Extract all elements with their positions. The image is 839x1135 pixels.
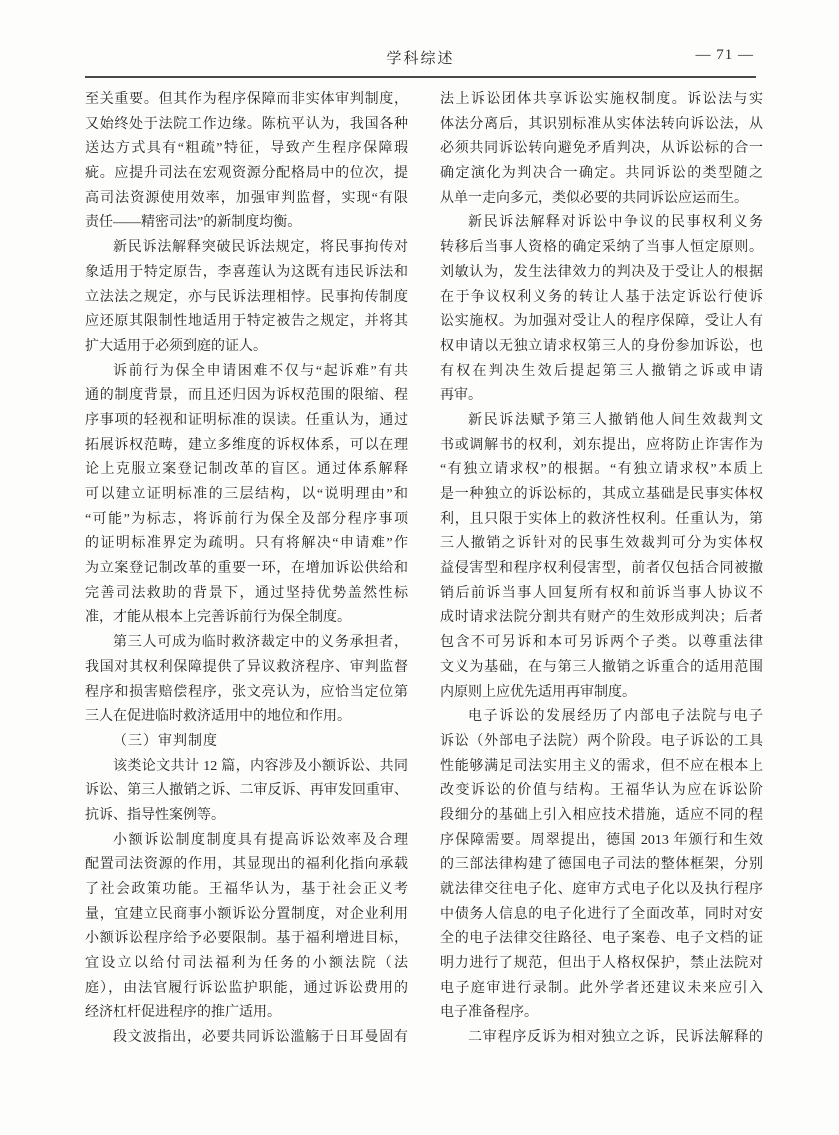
text-line: 可以建立证明标准的三层结构，以“说明理由”和 <box>85 487 408 502</box>
text-line: 内原则上应优先适用再审制度。 <box>440 684 636 700</box>
text-line: 三人撤销之诉针对的民事生效裁判可分为实体权 <box>440 536 763 552</box>
text-line: 段细分的基础上引入相应技术措施，适应不同的程 <box>440 807 763 823</box>
text-line: 中债务人信息的电子化进行了全面改革，同时对安 <box>440 906 763 922</box>
text-line: 在于争议权利义务的转让人基于法定诉讼行使诉 <box>440 289 763 305</box>
text-line: 从单一走向多元，类似必要的共同诉讼应运而生。 <box>440 190 748 206</box>
text-line: 了社会政策功能。王福华认为，基于社会正义考 <box>85 882 408 897</box>
paragraph <box>85 360 408 632</box>
text-line: 法上诉讼团体共享诉讼实施权制度。诉讼法与实 <box>440 92 763 107</box>
text-line: 诉讼、第三人撤销之诉、二审反诉、再审发回重审、 <box>85 783 408 799</box>
text-line: 段文波指出，必要共同诉讼滥觞于日耳曼固有 <box>113 1030 408 1046</box>
paragraph <box>440 705 763 1026</box>
text-line: 三人在促进临时救济适用中的地位和作用。 <box>85 709 351 725</box>
text-line: 高司法资源使用效率，加强审判监督，实现“有限 <box>85 190 408 206</box>
running-head-title: 学科综述 <box>386 51 455 67</box>
text-line: 必须共同诉讼转向避免矛盾判决，从诉讼标的合一 <box>440 141 763 157</box>
text-line: 刘敏认为，发生法律效力的判决及于受让人的根据 <box>440 264 763 280</box>
left-text-column <box>85 88 408 1051</box>
paragraph <box>85 755 408 829</box>
text-line: 诉讼（外部电子法院）两个阶段。电子诉讼的工具 <box>440 733 763 749</box>
text-line: 拓展诉权范畴，建立多维度的诉权体系，可以在理 <box>85 437 408 453</box>
text-line: 程序和损害赔偿程序，张文亮认为，应恰当定位第 <box>85 684 408 700</box>
text-line: 宜设立以给付司法福利为任务的小额法院（法 <box>85 956 408 972</box>
header-rule <box>85 76 756 78</box>
text-line: 再审。 <box>440 388 482 404</box>
page-number: — 71 — <box>695 47 754 63</box>
text-line: 书或调解书的权利，刘东提出，应将防止诈害作为 <box>440 437 763 453</box>
text-line: 是一种独立的诉讼标的，其成立基础是民事实体权 <box>440 487 763 502</box>
text-line: 明力进行了规范，但出于人格权保护，禁止法院对 <box>440 956 763 972</box>
text-line: 诉前行为保全申请困难不仅与“起诉难”有共 <box>113 363 408 379</box>
paragraph <box>85 1026 408 1051</box>
text-line: 疵。应提升司法在宏观资源分配格局中的位次，提 <box>85 166 408 182</box>
text-line: 确定演化为判决合一确定。共同诉讼的类型随之 <box>440 166 763 182</box>
text-line: “有独立请求权”的根据。“有独立请求权”本质上 <box>440 462 763 478</box>
text-line: 序保障需要。周翠提出，德国 2013 年颁行和生效 <box>440 832 763 848</box>
text-line: 第三人可成为临时救济裁定中的义务承担者， <box>113 635 408 651</box>
text-line: 小额诉讼制度制度具有提高诉讼效率及合理 <box>113 832 408 848</box>
text-line: 经济杠杆促进程序的推广适用。 <box>85 1005 281 1021</box>
text-line: 准，才能从根本上完善诉前行为保全制度。 <box>85 610 351 626</box>
text-line: 象适用于特定原告，李喜莲认为这既有违民诉法和 <box>85 264 408 280</box>
text-line: 成时请求法院分割共有财产的生效形成判决；后者 <box>440 610 763 626</box>
text-line: 包含不可另诉和本可另诉两个子类。以尊重法律 <box>440 635 763 651</box>
text-line: 性能够满足司法实用主义的需求，但不应在根本上 <box>440 758 763 774</box>
text-line: 序事项的轻视和证明标准的误读。任重认为，通过 <box>85 412 408 428</box>
text-line: 全的电子法律交往路径、电子案卷、电子文档的证 <box>440 931 763 947</box>
text-line: 新民诉法解释突破民诉法规定，将民事拘传对 <box>113 240 408 256</box>
text-line: 小额诉讼程序给予必要限制。基于福利增进目标， <box>85 931 408 947</box>
text-line: 的三部法律构建了德国电子司法的整体框架，分别 <box>440 857 763 873</box>
text-line: 电子庭审进行录制。此外学者还建议未来应引入 <box>440 980 763 996</box>
text-line: 二审程序反诉为相对独立之诉，民诉法解释的 <box>468 1030 763 1046</box>
right-text-column <box>440 88 763 1051</box>
paragraph <box>85 631 408 730</box>
text-line: 利，且只限于实体上的救济性权利。任重认为，第 <box>440 511 763 527</box>
text-line: 新民诉法赋予第三人撤销他人间生效裁判文 <box>468 412 763 428</box>
paragraph <box>85 236 408 359</box>
text-line: “可能”为标志，将诉前行为保全及部分程序事项 <box>85 511 408 527</box>
text-line: 通的制度背景，而且还归因为诉权范围的限缩、程 <box>85 388 408 404</box>
text-line: 讼实施权。为加强对受让人的程序保障，受让人有 <box>440 314 763 330</box>
text-line: 体法分离后，其识别标准从实体法转向诉讼法，从 <box>440 116 763 132</box>
text-line: 的证明标准界定为疏明。只有将解决“申请难”作 <box>85 536 408 552</box>
text-line: 论上克服立案登记制改革的盲区。通过体系解释 <box>85 462 408 478</box>
text-line: 益侵害型和程序权利侵害型，前者仅包括合同被撤 <box>440 561 763 577</box>
paragraph <box>85 829 408 1027</box>
text-line: 我国对其权利保障提供了异议救济程序、审判监督 <box>85 659 408 675</box>
paragraph <box>440 88 763 211</box>
text-line: 至关重要。但其作为程序保障而非实体审判制度， <box>85 92 408 107</box>
text-line: （三）审判制度 <box>113 733 218 749</box>
text-line: 文义为基础，在与第三人撤销之诉重合的适用范围 <box>440 659 763 675</box>
text-line: 就法律交往电子化、庭审方式电子化以及执行程序 <box>440 882 763 897</box>
text-line: 量，宜建立民商事小额诉讼分置制度，对企业利用 <box>85 906 408 922</box>
text-line: 权申请以无独立请求权第三人的身份参加诉讼，也 <box>440 338 763 354</box>
text-line: 完善司法救助的背景下，通过坚持优势盖然性标 <box>85 585 408 601</box>
paragraph <box>85 88 408 236</box>
text-line: 转移后当事人资格的确定采纳了当事人恒定原则。 <box>440 240 763 256</box>
text-line: 又始终处于法院工作边缘。陈杭平认为，我国各种 <box>85 116 408 132</box>
text-line: 配置司法资源的作用，其显现出的福利化指向承载 <box>85 857 408 873</box>
text-line: 改变诉讼的价值与结构。王福华认为应在诉讼阶 <box>440 783 763 799</box>
paragraph <box>440 211 763 409</box>
text-line: 责任——精密司法”的新制度均衡。 <box>85 215 302 231</box>
paragraph <box>440 409 763 705</box>
text-line: 销后前诉当事人回复所有权和前诉当事人协议不 <box>440 585 763 601</box>
text-line: 扩大适用于必须到庭的证人。 <box>85 338 267 354</box>
page-header <box>85 47 756 71</box>
text-line: 该类论文共计 12 篇，内容涉及小额诉讼、共同 <box>113 758 408 774</box>
text-line: 抗诉、指导性案例等。 <box>85 807 225 823</box>
text-line: 新民诉法解释对诉讼中争议的民事权利义务 <box>468 215 763 231</box>
subsection-heading <box>85 730 408 755</box>
text-line: 有权在判决生效后提起第三人撤销之诉或申请 <box>440 363 763 379</box>
text-line: 电子准备程序。 <box>440 1005 538 1021</box>
text-line: 电子诉讼的发展经历了内部电子法院与电子 <box>468 709 763 725</box>
paragraph <box>440 1026 763 1051</box>
text-line: 送达方式具有“粗疏”特征，导致产生程序保障瑕 <box>85 141 408 157</box>
text-line: 为立案登记制改革的重要一环，在增加诉讼供给和 <box>85 561 408 577</box>
text-line: 立法法之规定，亦与民诉法理相悖。民事拘传制度 <box>85 289 408 305</box>
text-line: 庭），由法官履行诉讼监护职能，通过诉讼费用的 <box>85 980 408 996</box>
text-line: 应还原其限制性地适用于特定被告之规定，并将其 <box>85 314 408 330</box>
